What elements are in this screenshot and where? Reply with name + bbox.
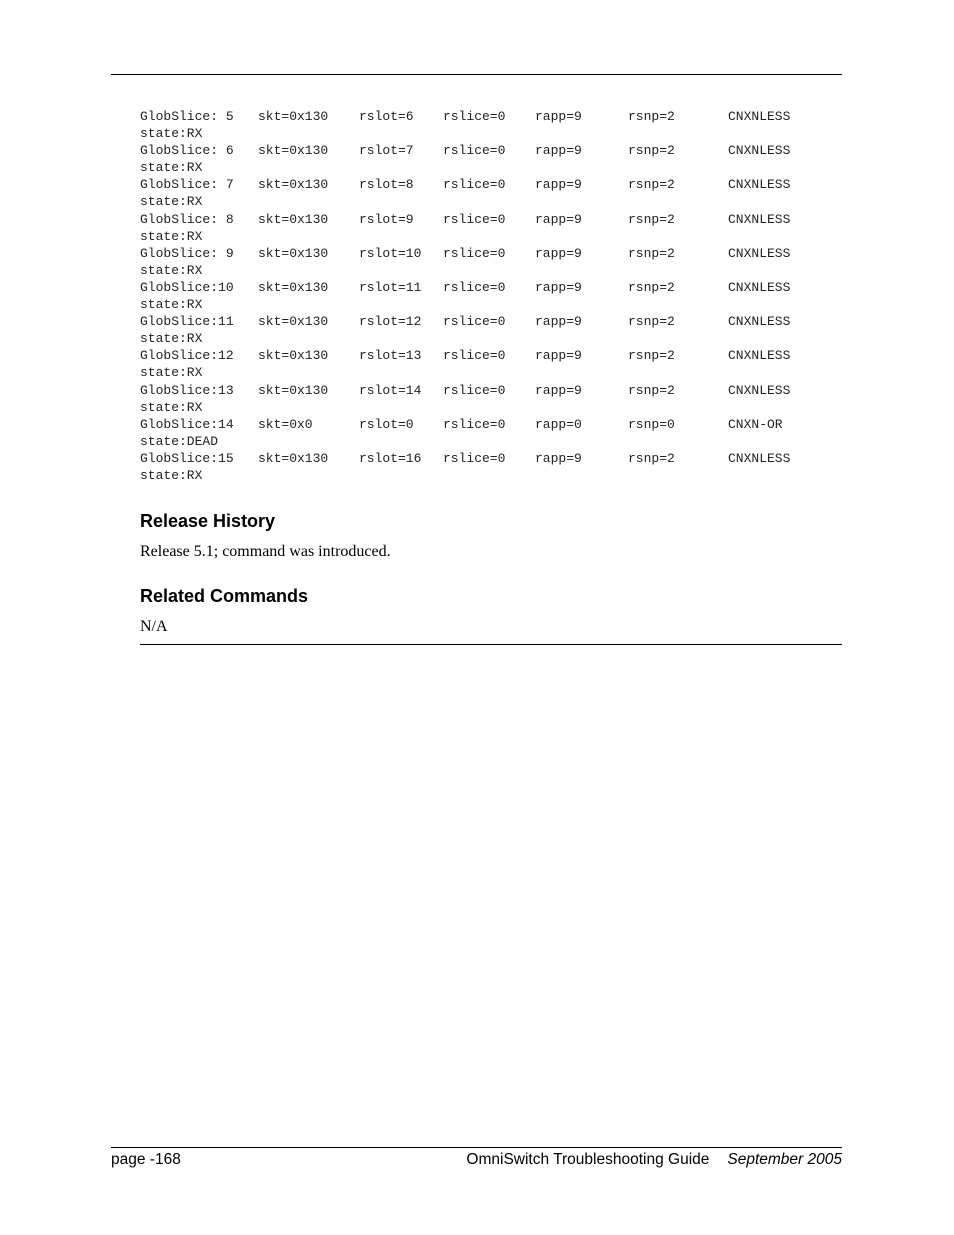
publication-date: September 2005 [727,1151,842,1168]
output-field-skt: skt=0x130 [258,177,329,193]
output-field-mode: CNXNLESS [728,109,791,124]
output-field-slice: GlobSlice:10 [140,279,234,295]
output-field-skt: skt=0x130 [258,314,329,330]
output-state-line [140,228,840,245]
output-state-line [140,125,840,142]
footer-title [466,1150,842,1170]
output-field-slice: GlobSlice:15 [140,450,234,466]
output-state-line [140,330,840,347]
output-field-rsnp: rsnp=0 [628,416,675,432]
output-field-rsnp: rsnp=2 [628,382,675,398]
output-field-rslice: rslice=0 [443,109,506,124]
output-field-state: state:RX [140,399,203,415]
output-field-rapp: rapp=0 [535,416,582,432]
output-field-state: state:RX [140,126,203,142]
output-field-skt: skt=0x130 [258,382,329,398]
related-commands-text: N/A [140,618,168,635]
output-field-rslot: rslot=10 [359,245,422,261]
output-field-skt: skt=0x130 [258,109,329,124]
output-field-rslice: rslice=0 [443,211,506,227]
output-field-rslice: rslice=0 [443,314,506,330]
output-field-state: state:RX [140,331,203,347]
output-field-slice: GlobSlice:12 [140,348,234,364]
output-field-mode: CNXNLESS [728,348,791,364]
output-field-rsnp: rsnp=2 [628,177,675,193]
output-line [140,142,840,159]
output-line [140,279,840,296]
output-field-rapp: rapp=9 [535,245,582,261]
output-field-slice: GlobSlice: 7 [140,177,234,193]
output-field-mode: CNXNLESS [728,314,791,330]
output-field-rslot: rslot=16 [359,450,422,466]
output-field-mode: CNXN-OR [728,416,783,432]
output-state-line [140,296,840,313]
output-field-rslot: rslot=11 [359,279,422,295]
output-line [140,450,840,467]
output-field-rapp: rapp=9 [535,348,582,364]
output-field-rslice: rslice=0 [443,382,506,398]
output-state-line [140,399,840,416]
output-line [140,108,840,125]
output-state-line [140,433,840,450]
output-field-slice: GlobSlice:13 [140,382,234,398]
output-field-skt: skt=0x130 [258,245,329,261]
output-field-state: state:DEAD [140,433,219,449]
output-field-rslot: rslot=12 [359,314,422,330]
output-field-state: state:RX [140,194,203,210]
output-field-rsnp: rsnp=2 [628,450,675,466]
output-field-state: state:RX [140,467,203,483]
output-state-line [140,193,840,210]
output-field-state: state:RX [140,297,203,313]
output-state-line [140,364,840,381]
output-field-rslice: rslice=0 [443,279,506,295]
output-field-state: state:RX [140,228,203,244]
output-line [140,416,840,433]
output-field-rslice: rslice=0 [443,416,506,432]
command-output-block [140,108,840,484]
output-field-slice: GlobSlice: 8 [140,211,234,227]
output-line [140,382,840,399]
page-number: page -168 [111,1151,181,1168]
output-field-rslice: rslice=0 [443,245,506,261]
output-line [140,313,840,330]
release-history-heading: Release History [140,511,276,531]
output-field-rslot: rslot=13 [359,348,422,364]
output-field-rslice: rslice=0 [443,143,506,159]
output-field-rsnp: rsnp=2 [628,279,675,295]
output-field-rapp: rapp=9 [535,177,582,193]
output-field-rapp: rapp=9 [535,314,582,330]
output-field-mode: CNXNLESS [728,382,791,398]
output-field-rslot: rslot=8 [359,177,414,193]
output-field-slice: GlobSlice:14 [140,416,234,432]
output-field-slice: GlobSlice: 9 [140,245,234,261]
output-field-mode: CNXNLESS [728,450,791,466]
output-state-line [140,467,840,484]
output-field-rslice: rslice=0 [443,450,506,466]
output-field-skt: skt=0x130 [258,143,329,159]
output-field-rslice: rslice=0 [443,348,506,364]
output-field-rapp: rapp=9 [535,109,582,124]
output-field-rsnp: rsnp=2 [628,109,675,124]
output-field-slice: GlobSlice: 5 [140,109,234,124]
output-field-skt: skt=0x130 [258,450,329,466]
output-field-rsnp: rsnp=2 [628,348,675,364]
output-field-skt: skt=0x130 [258,279,329,295]
output-field-state: state:RX [140,365,203,381]
output-field-skt: skt=0x130 [258,211,329,227]
output-state-line [140,159,840,176]
output-field-rsnp: rsnp=2 [628,211,675,227]
output-field-rslice: rslice=0 [443,177,506,193]
footer-rule [111,1147,842,1148]
output-field-skt: skt=0x0 [258,416,313,432]
output-field-rapp: rapp=9 [535,279,582,295]
output-field-slice: GlobSlice: 6 [140,143,234,159]
output-field-rapp: rapp=9 [535,382,582,398]
output-field-slice: GlobSlice:11 [140,314,234,330]
output-field-state: state:RX [140,160,203,176]
output-line [140,347,840,364]
related-commands-heading: Related Commands [140,586,309,606]
output-field-mode: CNXNLESS [728,211,791,227]
output-field-rapp: rapp=9 [535,450,582,466]
output-line [140,245,840,262]
output-field-rsnp: rsnp=2 [628,314,675,330]
guide-title: OmniSwitch Troubleshooting Guide [466,1151,710,1168]
output-state-line [140,262,840,279]
output-field-state: state:RX [140,262,203,278]
output-field-mode: CNXNLESS [728,279,791,295]
output-line [140,176,840,193]
output-field-rslot: rslot=6 [359,109,414,124]
section-end-rule [140,644,842,645]
output-field-mode: CNXNLESS [728,143,791,159]
output-field-rslot: rslot=0 [359,416,414,432]
output-line [140,211,840,228]
output-field-mode: CNXNLESS [728,177,791,193]
output-field-rapp: rapp=9 [535,143,582,159]
release-history-text: Release 5.1; command was introduced. [140,543,391,560]
output-field-rslot: rslot=9 [359,211,414,227]
output-field-rslot: rslot=14 [359,382,422,398]
output-field-rslot: rslot=7 [359,143,414,159]
header-rule [111,74,842,75]
output-field-skt: skt=0x130 [258,348,329,364]
output-field-mode: CNXNLESS [728,245,791,261]
output-field-rapp: rapp=9 [535,211,582,227]
output-field-rsnp: rsnp=2 [628,245,675,261]
output-field-rsnp: rsnp=2 [628,143,675,159]
